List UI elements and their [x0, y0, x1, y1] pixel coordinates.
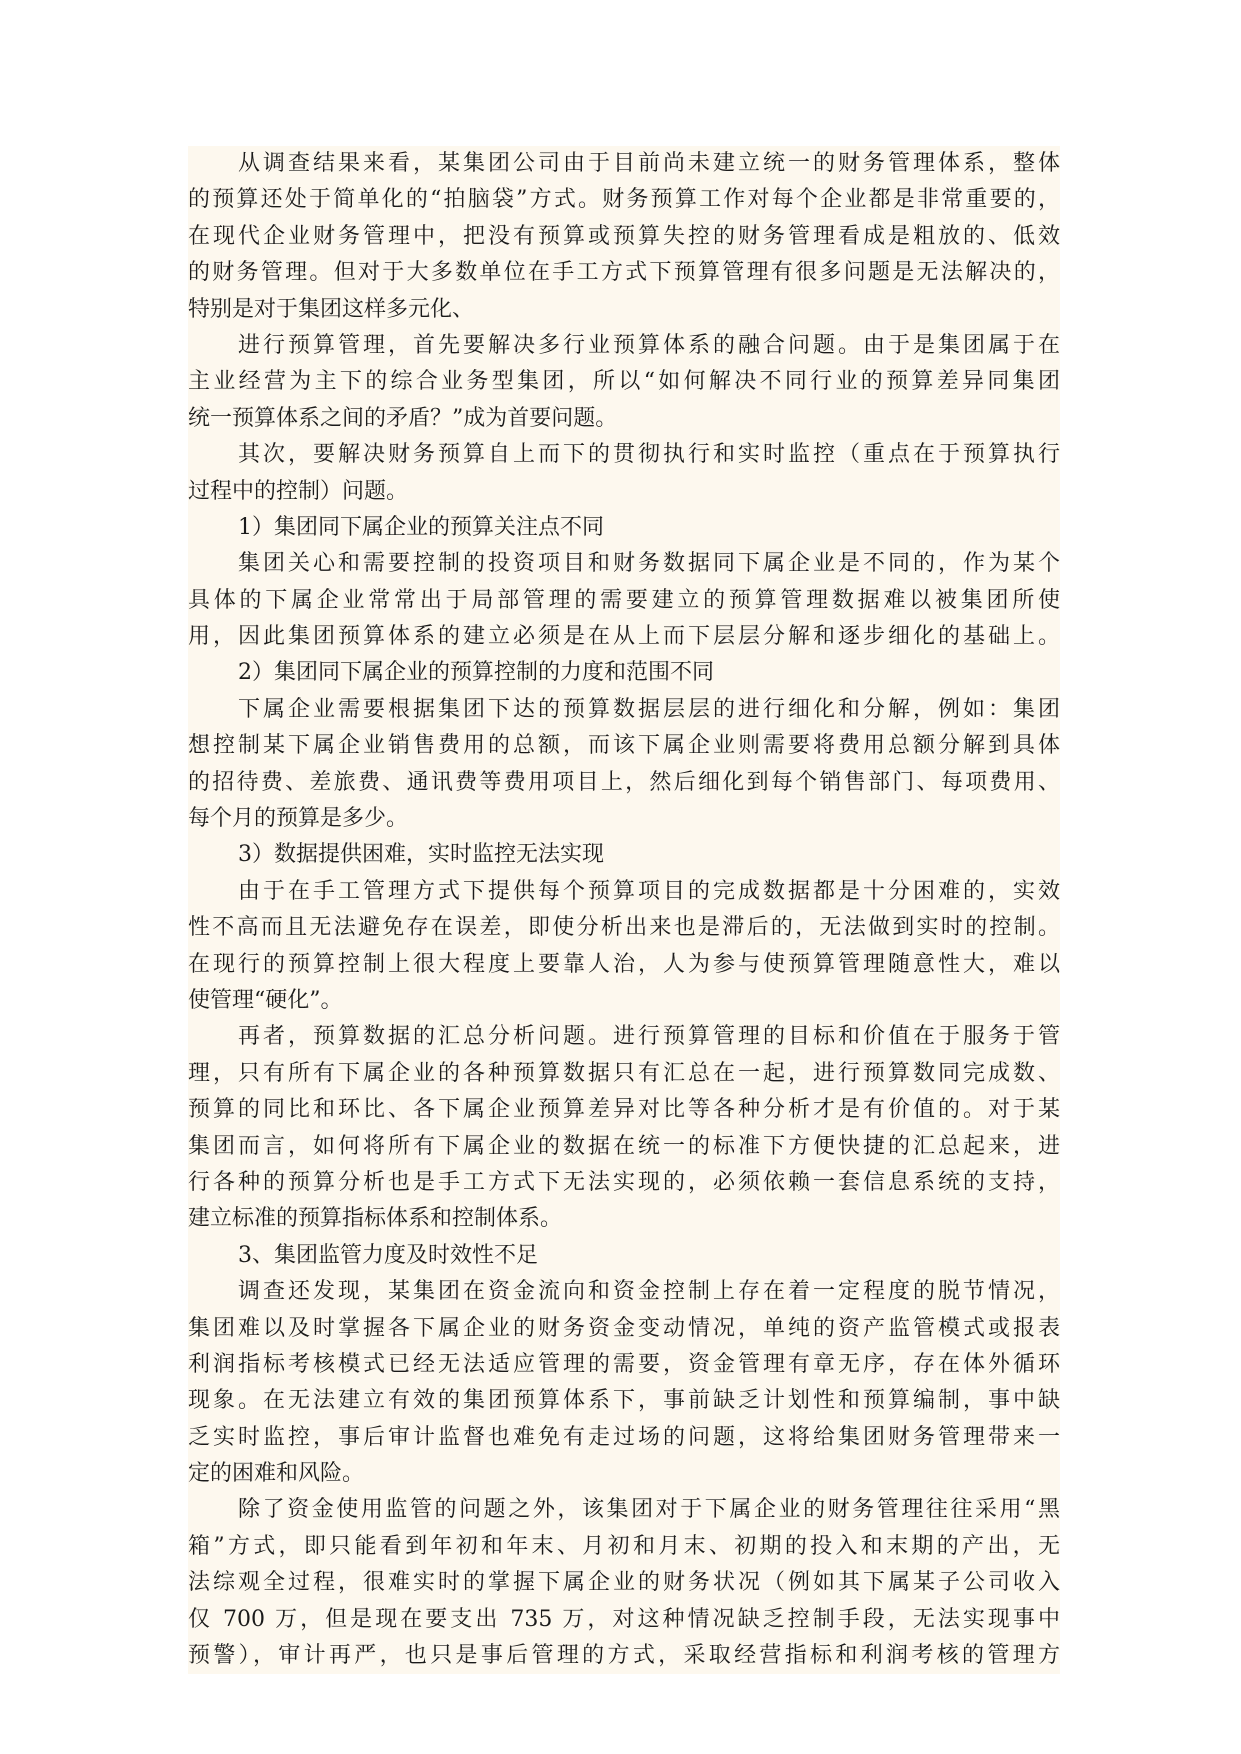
text-line: 特别是对于集团这样多元化、 [188, 296, 475, 322]
text-line: 每个月的预算是多少。 [188, 806, 409, 832]
text-line: 集团关心和需要控制的投资项目和财务数据同下属企业是不同的，作为某个 [238, 551, 1060, 577]
text-line: 预算的同比和环比、各下属企业预算差异对比等各种分析才是有价值的。对于某 [188, 1097, 1060, 1123]
text-line: 3、集团监管力度及时效性不足 [238, 1242, 538, 1268]
text-line: 除了资金使用监管的问题之外，该集团对于下属企业的财务管理往往采用“黑 [238, 1497, 1060, 1523]
text-line: 利润指标考核模式已经无法适应管理的需要，资金管理有章无序，存在体外循环 [188, 1351, 1060, 1377]
text-line: 进行预算管理，首先要解决多行业预算体系的融合问题。由于是集团属于在 [238, 332, 1060, 358]
text-line: 集团难以及时掌握各下属企业的财务资金变动情况，单纯的资产监管模式或报表 [188, 1315, 1060, 1341]
text-line: 理，只有所有下属企业的各种预算数据只有汇总在一起，进行预算数同完成数、 [188, 1060, 1060, 1086]
text-line: 3）数据提供困难，实时监控无法实现 [238, 842, 604, 868]
text-line: 在现行的预算控制上很大程度上要靠人治，人为参与使预算管理随意性大，难以 [188, 951, 1060, 977]
text-line: 的预算还处于简单化的“拍脑袋”方式。财务预算工作对每个企业都是非常重要的， [188, 187, 1060, 213]
text-line: 集团而言，如何将所有下属企业的数据在统一的标准下方便快捷的汇总起来，进 [188, 1133, 1060, 1159]
text-line: 在现代企业财务管理中，把没有预算或预算失控的财务管理看成是粗放的、低效 [188, 223, 1060, 249]
text-line: 下属企业需要根据集团下达的预算数据层层的进行细化和分解，例如：集团 [238, 696, 1060, 722]
text-line: 其次，要解决财务预算自上而下的贯彻执行和实时监控（重点在于预算执行 [238, 442, 1060, 468]
text-line: 乏实时监控，事后审计监督也难免有走过场的问题，这将给集团财务管理带来一 [188, 1424, 1060, 1450]
text-line: 具体的下属企业常常出于局部管理的需要建立的预算管理数据难以被集团所使 [188, 587, 1060, 613]
text-line: 从调查结果来看，某集团公司由于目前尚未建立统一的财务管理体系，整体 [238, 151, 1060, 176]
text-line: 的招待费、差旅费、通讯费等费用项目上，然后细化到每个销售部门、每项费用、 [188, 769, 1060, 795]
text-line: 箱”方式，即只能看到年初和年末、月初和月末、初期的投入和末期的产出，无 [188, 1533, 1060, 1559]
text-line: 仅 700 万，但是现在要支出 735 万，对这种情况缺乏控制手段，无法实现事中 [188, 1606, 1060, 1632]
text-line: 想控制某下属企业销售费用的总额，而该下属企业则需要将费用总额分解到具体 [188, 733, 1060, 759]
text-line: 由于在手工管理方式下提供每个预算项目的完成数据都是十分困难的，实效 [238, 878, 1060, 904]
text-line: 1）集团同下属企业的预算关注点不同 [238, 514, 604, 540]
text-line: 2）集团同下属企业的预算控制的力度和范围不同 [238, 660, 714, 686]
text-line: 建立标准的预算指标体系和控制体系。 [188, 1206, 563, 1232]
text-line: 预警），审计再严，也只是事后管理的方式，采取经营指标和利润考核的管理方 [188, 1643, 1060, 1669]
text-line: 再者，预算数据的汇总分析问题。进行预算管理的目标和价值在于服务于管 [238, 1024, 1060, 1050]
text-line: 行各种的预算分析也是手工方式下无法实现的，必须依赖一套信息系统的支持， [188, 1169, 1060, 1195]
document-page [188, 146, 1060, 1674]
text-line: 法综观全过程，很难实时的掌握下属企业的财务状况（例如其下属某子公司收入 [188, 1570, 1060, 1596]
text-line: 过程中的控制）问题。 [188, 478, 409, 504]
text-line: 定的困难和风险。 [188, 1461, 365, 1487]
text-line: 统一预算体系之间的矛盾？”成为首要问题。 [188, 405, 618, 431]
text-line: 的财务管理。但对于大多数单位在手工方式下预算管理有很多问题是无法解决的， [188, 260, 1060, 286]
text-line: 使管理“硬化”。 [188, 987, 343, 1013]
text-line: 性不高而且无法避免存在误差，即使分析出来也是滞后的，无法做到实时的控制。 [188, 915, 1060, 941]
text-line: 调查还发现，某集团在资金流向和资金控制上存在着一定程度的脱节情况， [238, 1279, 1060, 1305]
text-line: 用，因此集团预算体系的建立必须是在从上而下层层分解和逐步细化的基础上。 [188, 624, 1060, 650]
text-line: 主业经营为主下的综合业务型集团，所以“如何解决不同行业的预算差异同集团 [188, 369, 1060, 395]
text-line: 现象。在无法建立有效的集团预算体系下，事前缺乏计划性和预算编制，事中缺 [188, 1388, 1060, 1414]
